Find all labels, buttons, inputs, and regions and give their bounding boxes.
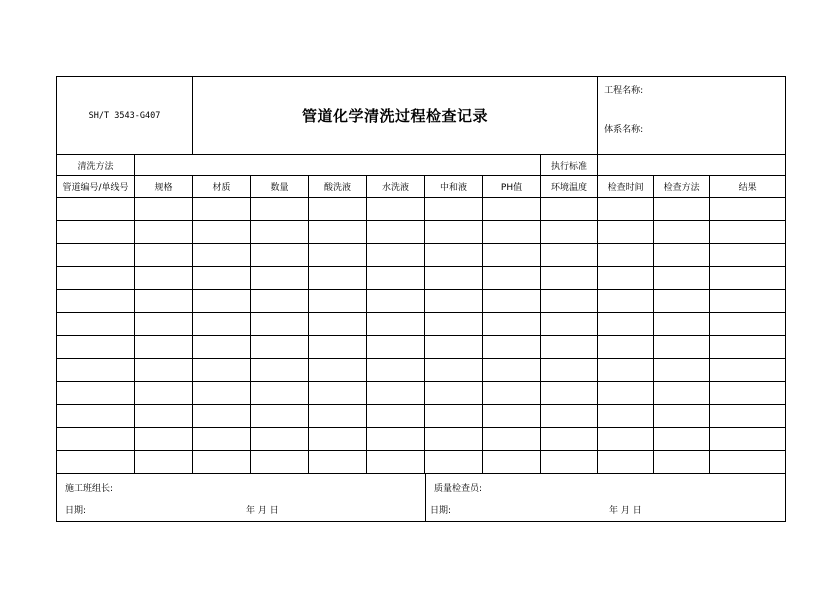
table-cell[interactable] (654, 267, 710, 290)
table-cell[interactable] (367, 221, 425, 244)
table-cell[interactable] (309, 313, 367, 336)
table-row (57, 244, 786, 267)
table-cell[interactable] (483, 382, 541, 405)
table-cell[interactable] (251, 405, 309, 428)
ymd-right: 年 月 日 (609, 506, 642, 516)
table-cell[interactable] (309, 267, 367, 290)
table-cell[interactable] (710, 198, 786, 221)
table-cell[interactable] (710, 244, 786, 267)
inspection-form (56, 76, 785, 522)
table-cell[interactable] (367, 198, 425, 221)
table-cell[interactable] (193, 336, 251, 359)
table-cell[interactable] (367, 359, 425, 382)
date-label-left: 日期: (65, 506, 87, 516)
table-cell[interactable] (541, 405, 598, 428)
table-cell[interactable] (251, 428, 309, 451)
column-header-row (57, 176, 786, 198)
table-row (57, 313, 786, 336)
form-table (56, 76, 786, 474)
table-cell[interactable] (654, 405, 710, 428)
table-row (57, 290, 786, 313)
table-cell[interactable] (193, 382, 251, 405)
column-header: 酸洗液 (309, 176, 367, 198)
table-cell[interactable] (598, 198, 654, 221)
table-cell[interactable] (135, 428, 193, 451)
table-cell[interactable] (135, 221, 193, 244)
table-cell[interactable] (425, 221, 483, 244)
table-cell[interactable] (251, 451, 309, 474)
quality-inspector-label: 质量检查员: (434, 484, 483, 494)
table-cell[interactable] (57, 267, 135, 290)
signature-right (426, 474, 786, 522)
table-cell[interactable] (654, 336, 710, 359)
table-cell[interactable] (193, 198, 251, 221)
table-cell[interactable] (251, 244, 309, 267)
table-cell[interactable] (598, 382, 654, 405)
table-cell[interactable] (483, 336, 541, 359)
table-cell[interactable] (251, 221, 309, 244)
table-cell[interactable] (367, 382, 425, 405)
table-cell[interactable] (710, 359, 786, 382)
table-cell[interactable] (598, 428, 654, 451)
table-cell[interactable] (598, 359, 654, 382)
table-cell[interactable] (425, 451, 483, 474)
table-row (57, 267, 786, 290)
table-cell[interactable] (57, 382, 135, 405)
table-cell[interactable] (710, 267, 786, 290)
document-code: SH/T 3543-G407 (57, 77, 193, 155)
table-cell[interactable] (598, 221, 654, 244)
table-cell[interactable] (654, 244, 710, 267)
table-cell[interactable] (309, 428, 367, 451)
table-cell[interactable] (483, 290, 541, 313)
table-cell[interactable] (425, 428, 483, 451)
table-cell[interactable] (541, 428, 598, 451)
table-cell[interactable] (541, 244, 598, 267)
table-cell[interactable] (710, 336, 786, 359)
table-cell[interactable] (57, 244, 135, 267)
table-cell[interactable] (57, 359, 135, 382)
table-cell[interactable] (541, 198, 598, 221)
signature-left (57, 474, 426, 522)
table-cell[interactable] (367, 244, 425, 267)
table-cell[interactable] (598, 290, 654, 313)
table-cell[interactable] (483, 405, 541, 428)
table-cell[interactable] (57, 313, 135, 336)
table-cell[interactable] (309, 359, 367, 382)
table-cell[interactable] (541, 267, 598, 290)
cleaning-method-value[interactable] (135, 155, 541, 176)
table-cell[interactable] (710, 428, 786, 451)
table-cell[interactable] (135, 451, 193, 474)
table-cell[interactable] (710, 405, 786, 428)
table-cell[interactable] (483, 267, 541, 290)
table-cell[interactable] (135, 405, 193, 428)
table-cell[interactable] (367, 405, 425, 428)
table-cell[interactable] (425, 313, 483, 336)
table-cell[interactable] (710, 290, 786, 313)
table-cell[interactable] (57, 405, 135, 428)
table-cell[interactable] (251, 290, 309, 313)
table-cell[interactable] (654, 290, 710, 313)
table-cell[interactable] (309, 451, 367, 474)
table-cell[interactable] (541, 451, 598, 474)
table-cell[interactable] (483, 359, 541, 382)
table-cell[interactable] (367, 336, 425, 359)
column-header: 检查时间 (598, 176, 654, 198)
standard-value[interactable] (598, 155, 786, 176)
table-cell[interactable] (57, 198, 135, 221)
column-header: 环境温度 (541, 176, 598, 198)
table-cell[interactable] (309, 221, 367, 244)
table-cell[interactable] (57, 336, 135, 359)
table-cell[interactable] (654, 382, 710, 405)
team-leader-label: 施工班组长: (65, 484, 114, 494)
table-row (57, 451, 786, 474)
table-cell[interactable] (193, 244, 251, 267)
table-cell[interactable] (541, 382, 598, 405)
table-cell[interactable] (57, 221, 135, 244)
table-cell[interactable] (425, 290, 483, 313)
table-cell[interactable] (598, 313, 654, 336)
table-cell[interactable] (425, 359, 483, 382)
column-header: 中和液 (425, 176, 483, 198)
table-cell[interactable] (483, 428, 541, 451)
table-cell[interactable] (483, 244, 541, 267)
table-cell[interactable] (425, 244, 483, 267)
table-cell[interactable] (367, 451, 425, 474)
table-cell[interactable] (598, 451, 654, 474)
table-cell[interactable] (367, 313, 425, 336)
table-cell[interactable] (251, 382, 309, 405)
column-header: 检查方法 (654, 176, 710, 198)
page-title: 管道化学清洗过程检查记录 (193, 77, 598, 155)
table-cell[interactable] (483, 451, 541, 474)
table-cell[interactable] (309, 244, 367, 267)
date-label-right: 日期: (430, 506, 452, 516)
table-cell[interactable] (541, 221, 598, 244)
table-cell[interactable] (193, 267, 251, 290)
table-cell[interactable] (654, 451, 710, 474)
column-header: 规格 (135, 176, 193, 198)
table-cell[interactable] (654, 313, 710, 336)
table-cell[interactable] (193, 290, 251, 313)
table-row (57, 359, 786, 382)
table-row (57, 336, 786, 359)
table-cell[interactable] (598, 267, 654, 290)
table-row (57, 382, 786, 405)
table-cell[interactable] (483, 313, 541, 336)
column-header: PH值 (483, 176, 541, 198)
table-cell[interactable] (483, 221, 541, 244)
column-header: 管道编号/单线号 (57, 176, 135, 198)
table-cell[interactable] (541, 336, 598, 359)
system-name-label: 体系名称: (604, 124, 644, 135)
table-cell[interactable] (135, 313, 193, 336)
table-cell[interactable] (309, 290, 367, 313)
ymd-left: 年 月 日 (246, 506, 279, 516)
table-row (57, 198, 786, 221)
signature-table (56, 473, 786, 522)
table-cell[interactable] (654, 198, 710, 221)
table-cell[interactable] (598, 244, 654, 267)
table-cell[interactable] (57, 451, 135, 474)
standard-label: 执行标准 (541, 155, 598, 176)
table-cell[interactable] (309, 405, 367, 428)
table-cell[interactable] (309, 382, 367, 405)
table-cell[interactable] (710, 451, 786, 474)
table-cell[interactable] (367, 290, 425, 313)
table-cell[interactable] (135, 244, 193, 267)
table-cell[interactable] (710, 382, 786, 405)
table-cell[interactable] (251, 267, 309, 290)
table-cell[interactable] (251, 359, 309, 382)
cleaning-method-label: 清洗方法 (57, 155, 135, 176)
table-row (57, 221, 786, 244)
column-header: 数量 (251, 176, 309, 198)
table-cell[interactable] (425, 382, 483, 405)
table-cell[interactable] (483, 198, 541, 221)
table-cell[interactable] (193, 313, 251, 336)
table-cell[interactable] (135, 267, 193, 290)
table-cell[interactable] (425, 336, 483, 359)
table-cell[interactable] (251, 336, 309, 359)
table-cell[interactable] (135, 290, 193, 313)
column-header: 材质 (193, 176, 251, 198)
project-info-cell (598, 77, 786, 155)
project-name-label: 工程名称: (604, 85, 644, 96)
table-row (57, 428, 786, 451)
table-cell[interactable] (135, 198, 193, 221)
table-cell[interactable] (598, 405, 654, 428)
table-cell[interactable] (654, 359, 710, 382)
column-header: 结果 (710, 176, 786, 198)
table-cell[interactable] (57, 290, 135, 313)
table-cell[interactable] (193, 428, 251, 451)
table-cell[interactable] (193, 221, 251, 244)
table-cell[interactable] (425, 267, 483, 290)
table-cell[interactable] (251, 313, 309, 336)
table-cell[interactable] (541, 359, 598, 382)
table-cell[interactable] (367, 267, 425, 290)
table-cell[interactable] (57, 428, 135, 451)
table-cell[interactable] (425, 198, 483, 221)
table-cell[interactable] (598, 336, 654, 359)
table-cell[interactable] (135, 382, 193, 405)
table-cell[interactable] (135, 336, 193, 359)
column-header: 水洗液 (367, 176, 425, 198)
table-cell[interactable] (193, 359, 251, 382)
table-cell[interactable] (425, 405, 483, 428)
table-cell[interactable] (251, 198, 309, 221)
table-cell[interactable] (309, 336, 367, 359)
table-cell[interactable] (541, 290, 598, 313)
table-cell[interactable] (710, 221, 786, 244)
table-cell[interactable] (309, 198, 367, 221)
table-cell[interactable] (654, 221, 710, 244)
table-cell[interactable] (654, 428, 710, 451)
table-cell[interactable] (367, 428, 425, 451)
table-row (57, 405, 786, 428)
table-cell[interactable] (135, 359, 193, 382)
table-cell[interactable] (193, 405, 251, 428)
table-cell[interactable] (541, 313, 598, 336)
table-cell[interactable] (193, 451, 251, 474)
table-cell[interactable] (710, 313, 786, 336)
